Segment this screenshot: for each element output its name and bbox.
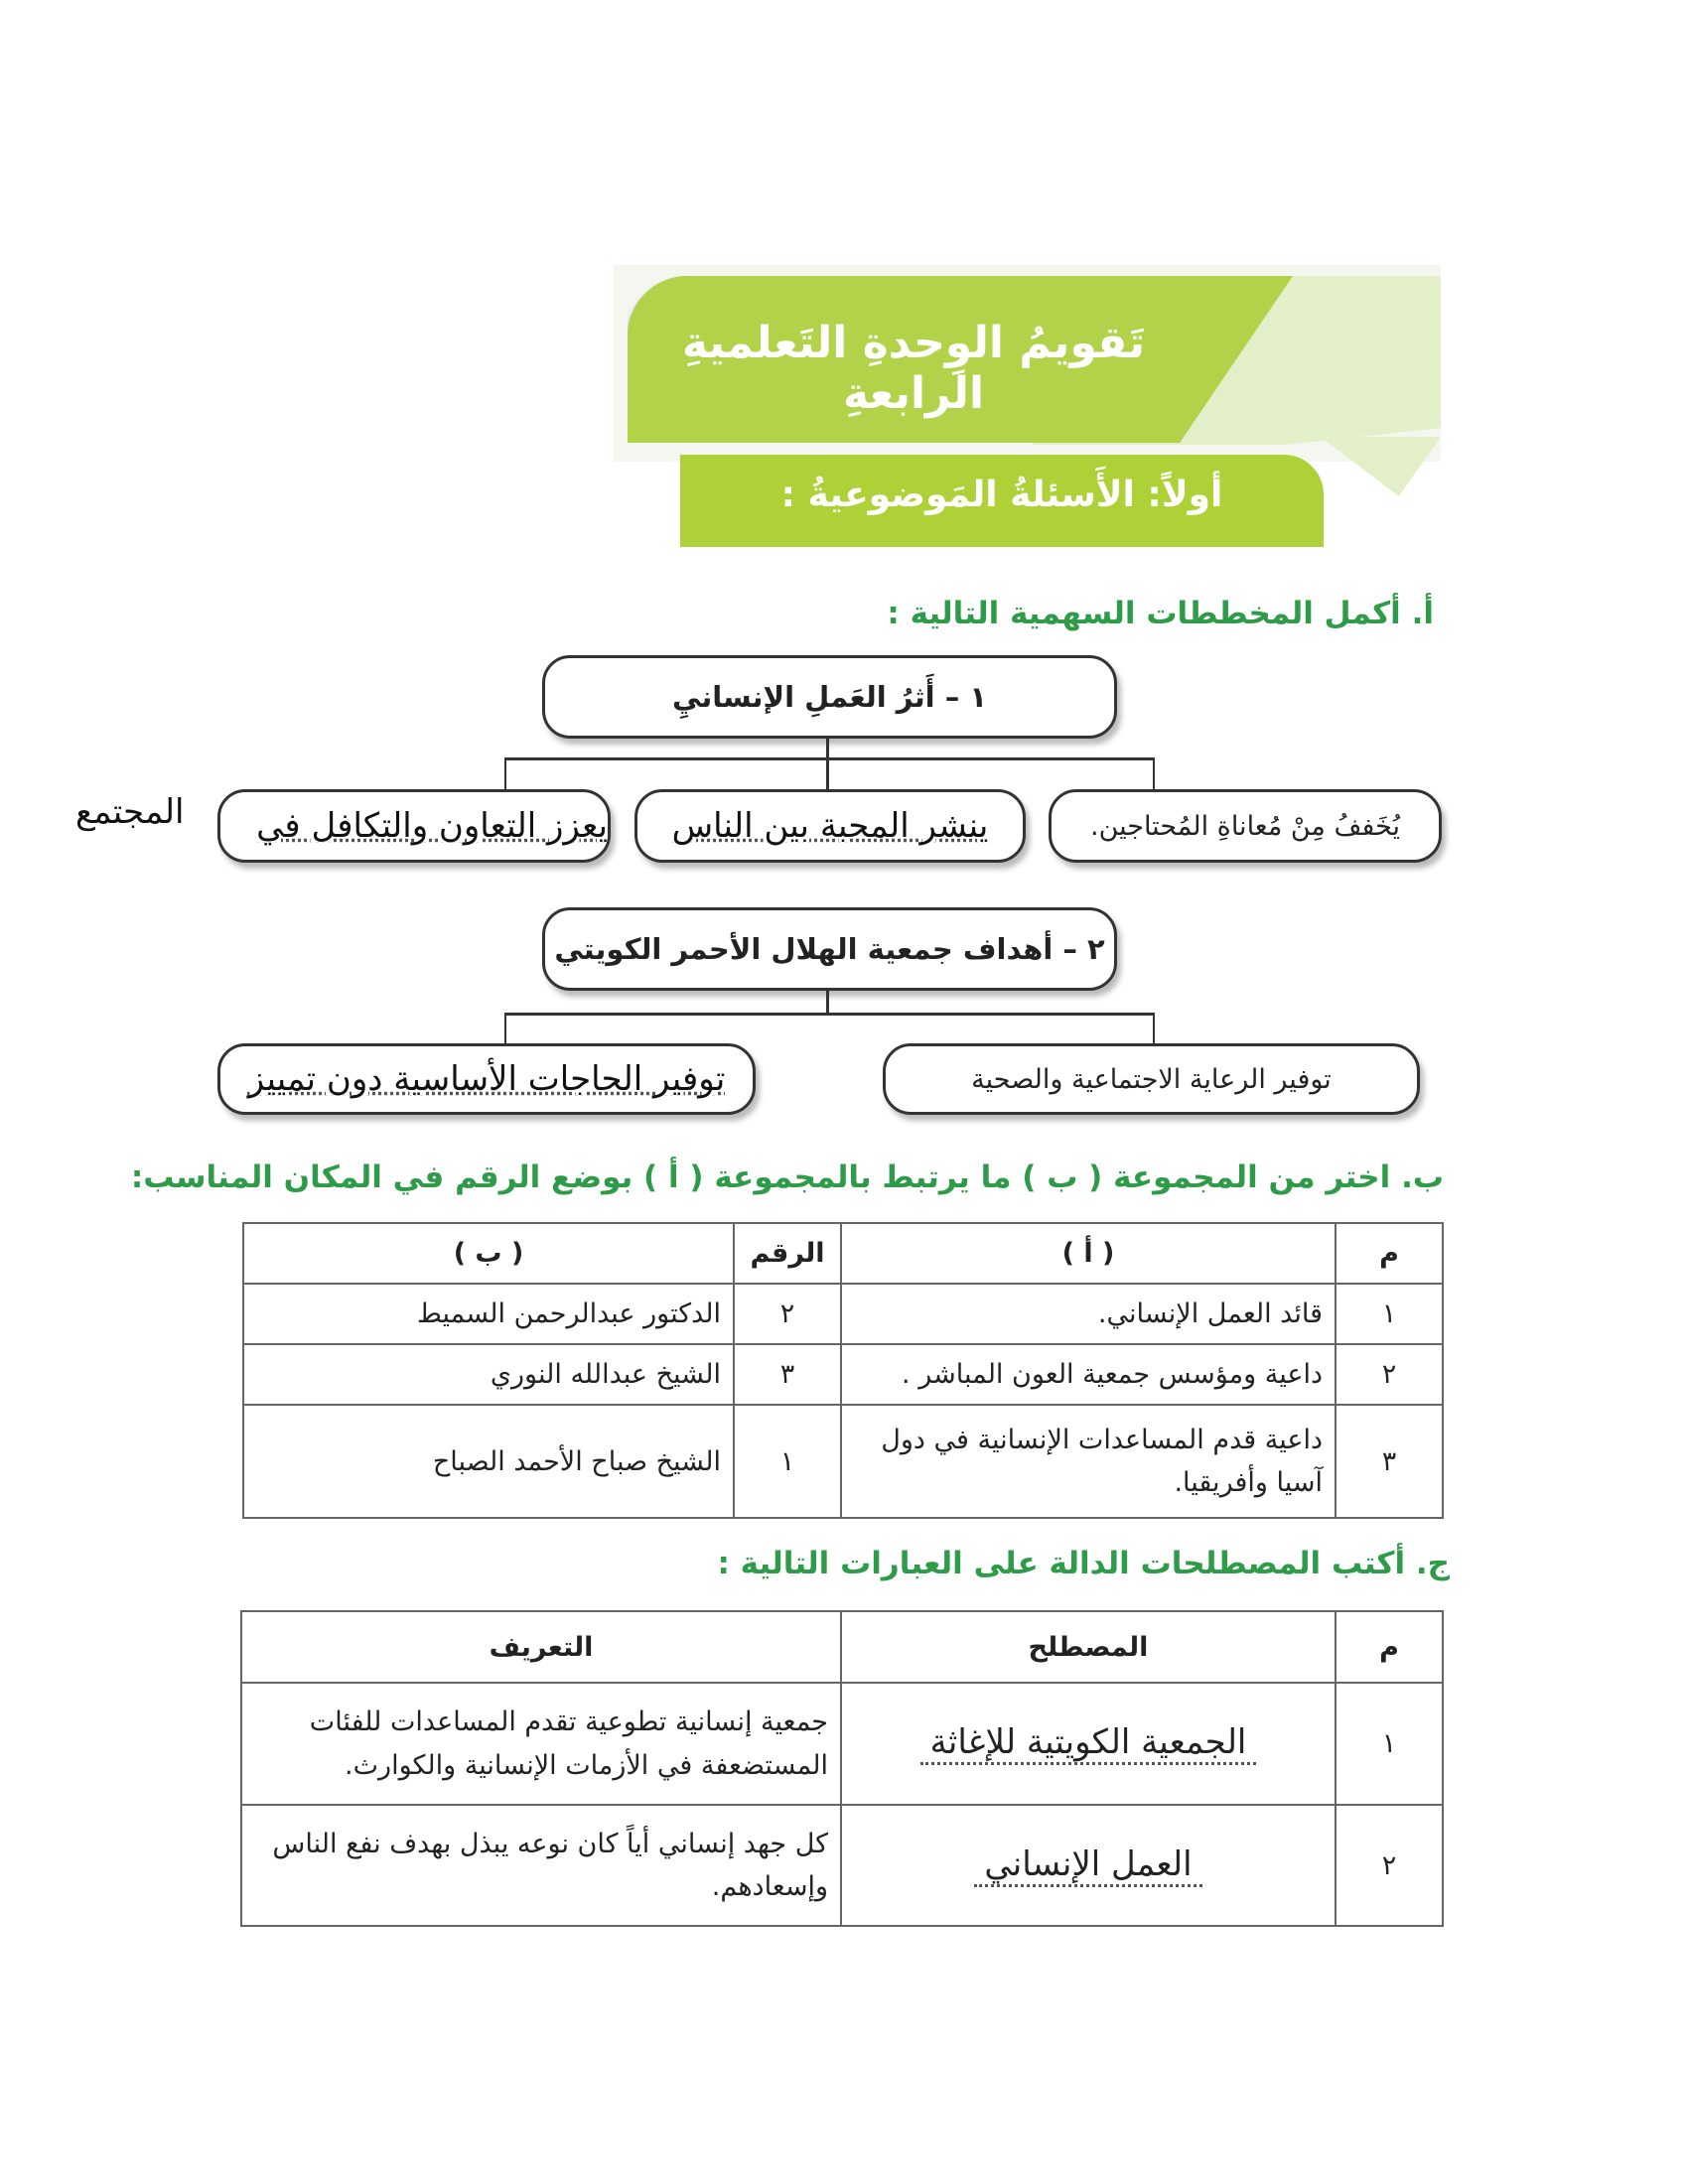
connector bbox=[504, 1013, 506, 1043]
row-index: ٢ bbox=[1336, 1805, 1443, 1926]
banner-tail bbox=[1321, 437, 1441, 496]
number-answer-cell[interactable]: ٢ bbox=[734, 1284, 841, 1344]
row-index: ١ bbox=[1336, 1284, 1443, 1344]
diagram1-item-box: يُخَففُ مِنْ مُعاناةِ المُحتاجين. bbox=[1049, 789, 1442, 863]
matching-table bbox=[242, 1222, 1444, 1519]
group-a-cell: داعية ومؤسس جمعية العون المباشر . bbox=[841, 1344, 1336, 1405]
header-m: م bbox=[1336, 1611, 1443, 1683]
diagram2-answer-box[interactable]: توفير الحاجات الأساسية دون تمييز bbox=[217, 1043, 756, 1115]
header-b: ( ب ) bbox=[243, 1223, 734, 1284]
section-subtitle: أولاً: الأَسئلةُ المَوضوعيةُ : bbox=[780, 475, 1223, 515]
term-answer[interactable]: الجمعية الكويتية للإغاثة bbox=[920, 1722, 1257, 1765]
connector bbox=[826, 988, 829, 1015]
diagram2-item-box: توفير الرعاية الاجتماعية والصحية bbox=[883, 1043, 1420, 1115]
terms-table bbox=[240, 1610, 1444, 1927]
section-b-heading: ب. اختر من المجموعة ( ب ) ما يرتبط بالمجموعة ( أ ) بوضع الرقم في المكان المناسب: bbox=[130, 1160, 1444, 1195]
group-b-cell: الدكتور عبدالرحمن السميط bbox=[243, 1284, 734, 1344]
connector bbox=[1153, 757, 1155, 789]
connector bbox=[504, 1013, 1155, 1016]
term-answer-cell[interactable] bbox=[841, 1805, 1336, 1926]
group-a-cell: داعية قدم المساعدات الإنسانية في دول آسيا وأفريقيا. bbox=[841, 1405, 1336, 1518]
header-definition: التعريف bbox=[241, 1611, 841, 1683]
diagram2-title-box: ٢ – أهداف جمعية الهلال الأحمر الكويتي bbox=[542, 907, 1117, 991]
row-index: ١ bbox=[1336, 1683, 1443, 1805]
section-c-heading: ج. أكتب المصطلحات الدالة على العبارات التالية : bbox=[717, 1546, 1450, 1581]
group-b-cell: الشيخ عبدالله النوري bbox=[243, 1344, 734, 1405]
section-a-heading: أ. أكمل المخططات السهمية التالية : bbox=[887, 596, 1434, 631]
answer-overflow-text: المجتمع bbox=[75, 792, 185, 832]
connector bbox=[504, 757, 506, 789]
table-row bbox=[243, 1344, 1443, 1405]
header-m: م bbox=[1336, 1223, 1443, 1284]
header-number: الرقم bbox=[734, 1223, 841, 1284]
table-row bbox=[243, 1284, 1443, 1344]
header-a: ( أ ) bbox=[841, 1223, 1336, 1284]
group-a-cell: قائد العمل الإنساني. bbox=[841, 1284, 1336, 1344]
table-row bbox=[241, 1805, 1443, 1926]
connector bbox=[826, 736, 829, 759]
number-answer-cell[interactable]: ٣ bbox=[734, 1344, 841, 1405]
definition-cell: كل جهد إنساني أياً كان نوعه يبذل بهدف نفع الناس وإسعادهم. bbox=[241, 1805, 841, 1926]
group-b-cell: الشيخ صباح الأحمد الصباح bbox=[243, 1405, 734, 1518]
diagram1-answer-box[interactable]: ينشر المحبة بين الناس bbox=[634, 789, 1026, 863]
table-header-row bbox=[241, 1611, 1443, 1683]
definition-cell: جمعية إنسانية تطوعية تقدم المساعدات للفئات المستضعفة في الأزمات الإنسانية والكوارث. bbox=[241, 1683, 841, 1805]
connector bbox=[826, 757, 829, 789]
table-row bbox=[241, 1683, 1443, 1805]
row-index: ٢ bbox=[1336, 1344, 1443, 1405]
diagram1-answer-box[interactable]: يعزز التعاون والتكافل في bbox=[217, 789, 611, 863]
header-term: المصطلح bbox=[841, 1611, 1336, 1683]
term-answer[interactable]: العمل الإنساني bbox=[974, 1844, 1201, 1887]
term-answer-cell[interactable] bbox=[841, 1683, 1336, 1805]
connector bbox=[504, 757, 1155, 760]
row-index: ٣ bbox=[1336, 1405, 1443, 1518]
table-header-row bbox=[243, 1223, 1443, 1284]
table-row bbox=[243, 1405, 1443, 1518]
number-answer-cell[interactable]: ١ bbox=[734, 1405, 841, 1518]
diagram1-title-box: ١ – أَثرُ العَملِ الإنسانيِ bbox=[542, 655, 1117, 739]
connector bbox=[1153, 1013, 1155, 1043]
page-title: تَقويمُ الوِحدةِ التَعلميةِ الرابعةِ bbox=[681, 318, 1146, 419]
